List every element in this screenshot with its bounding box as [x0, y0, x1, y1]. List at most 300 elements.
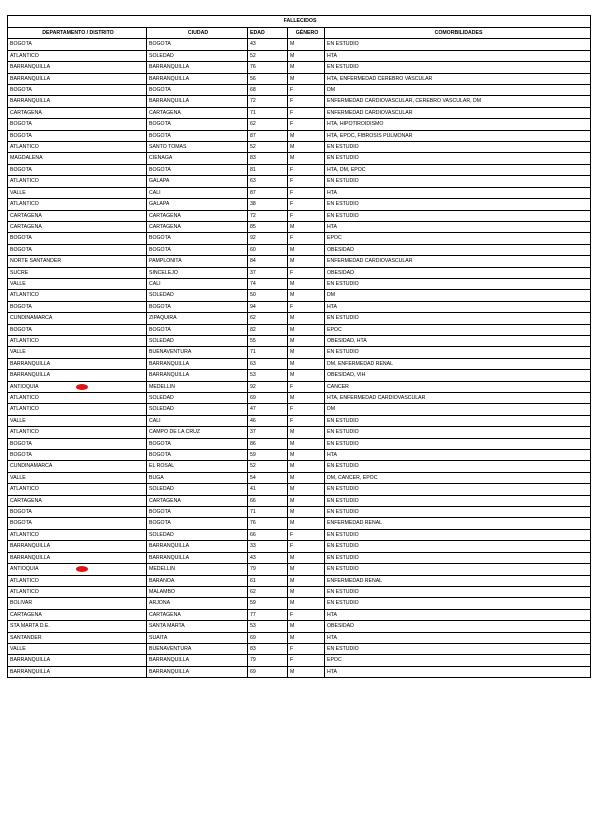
genero-cell: M [288, 153, 325, 164]
comorbilidades-cell: EN ESTUDIO [325, 153, 591, 164]
departamento-cell [8, 176, 147, 187]
departamento-label: MAGDALENA [10, 155, 43, 162]
ciudad-cell: BOGOTA [147, 85, 248, 96]
departamento-label: ATLANTICO [10, 178, 39, 185]
edad-cell: 62 [248, 119, 288, 130]
edad-cell: 76 [248, 62, 288, 73]
departamento-label: ATLANTICO [10, 144, 39, 151]
table-row [8, 187, 591, 198]
ciudad-cell: BOGOTA [147, 438, 248, 449]
ciudad-cell: BUGA [147, 472, 248, 483]
table-row [8, 142, 591, 153]
departamento-cell [8, 643, 147, 654]
departamento-cell [8, 164, 147, 175]
departamento-cell [8, 484, 147, 495]
comorbilidades-cell: ENFERMEDAD CARDIOVASCULAR [325, 107, 591, 118]
edad-cell: 38 [248, 199, 288, 210]
genero-cell: F [288, 541, 325, 552]
genero-cell: M [288, 142, 325, 153]
genero-cell: M [288, 62, 325, 73]
comorbilidades-cell: EPOC [325, 324, 591, 335]
ciudad-cell: SUAITA [147, 632, 248, 643]
comorbilidades-cell: EN ESTUDIO [325, 643, 591, 654]
genero-cell: M [288, 564, 325, 575]
departamento-label: ATLANTICO [10, 429, 39, 436]
genero-cell: F [288, 381, 325, 392]
genero-cell: M [288, 632, 325, 643]
departamento-label: BARRANQUILLA [10, 543, 51, 550]
comorbilidades-cell: OBESIDAD [325, 244, 591, 255]
departamento-label: CARTAGENA [10, 109, 42, 116]
table-row [8, 472, 591, 483]
genero-cell: M [288, 244, 325, 255]
departamento-label: VALLE [10, 189, 26, 196]
genero-cell: F [288, 164, 325, 175]
ciudad-cell: PAMPLONITA [147, 256, 248, 267]
genero-cell: M [288, 495, 325, 506]
comorbilidades-cell: ENFERMEDAD CARDIOVASCULAR [325, 256, 591, 267]
departamento-cell [8, 461, 147, 472]
departamento-label: BOGOTA [10, 440, 32, 447]
departamento-cell [8, 381, 147, 392]
ciudad-cell: BARRANQUILLA [147, 73, 248, 84]
departamento-label: ATLANTICO [10, 395, 39, 401]
departamento-label: ATLANTICO [10, 486, 39, 493]
genero-cell: F [288, 85, 325, 96]
departamento-label: BOGOTA [10, 509, 32, 516]
departamento-label: SUCRE [10, 269, 29, 276]
ciudad-cell: CARTAGENA [147, 609, 248, 620]
edad-cell: 69 [248, 632, 288, 643]
header-ciudad: CIUDAD [147, 28, 248, 39]
edad-cell: 68 [248, 85, 288, 96]
edad-cell: 52 [248, 461, 288, 472]
table-row [8, 301, 591, 312]
genero-cell: M [288, 666, 325, 677]
comorbilidades-cell: EN ESTUDIO [325, 507, 591, 518]
ciudad-cell: SOLEDAD [147, 335, 248, 346]
ciudad-cell: BOGOTA [147, 324, 248, 335]
table-row [8, 164, 591, 175]
departamento-cell [8, 62, 147, 73]
table-row [8, 552, 591, 563]
ciudad-cell: ARJONA [147, 598, 248, 609]
departamento-label: BOGOTA [10, 41, 32, 48]
departamento-cell [8, 586, 147, 597]
table-row [8, 507, 591, 518]
ciudad-cell: MEDELLIN [147, 564, 248, 575]
departamento-label: VALLE [10, 349, 26, 356]
table-row [8, 324, 591, 335]
genero-cell: F [288, 655, 325, 666]
comorbilidades-cell: DM, CANCER, EPOC [325, 472, 591, 483]
edad-cell: 53 [248, 621, 288, 632]
header-departamento: DEPARTAMENTO / DISTRITO [8, 28, 147, 39]
table-row [8, 586, 591, 597]
edad-cell: 76 [248, 518, 288, 529]
departamento-label: BOGOTA [10, 121, 32, 128]
departamento-cell [8, 96, 147, 107]
departamento-cell [8, 495, 147, 506]
departamento-label: ATLANTICO [10, 292, 39, 299]
ciudad-cell: CARTAGENA [147, 107, 248, 118]
table-row [8, 85, 591, 96]
edad-cell: 62 [248, 586, 288, 597]
table-row [8, 393, 591, 404]
comorbilidades-cell: HTA [325, 450, 591, 461]
genero-cell: M [288, 472, 325, 483]
genero-cell: M [288, 39, 325, 50]
comorbilidades-cell: HTA, ENFERMEDAD CEREBRO VASCULAR [325, 73, 591, 84]
departamento-label: BOGOTA [10, 246, 32, 253]
edad-cell: 63 [248, 176, 288, 187]
edad-cell: 85 [248, 221, 288, 232]
departamento-label: VALLE [10, 417, 26, 424]
ciudad-cell: BOGOTA [147, 507, 248, 518]
comorbilidades-cell: ENFERMEDAD RENAL [325, 575, 591, 586]
departamento-cell [8, 438, 147, 449]
departamento-label: ATLANTICO [10, 406, 39, 413]
edad-cell: 92 [248, 233, 288, 244]
departamento-cell [8, 142, 147, 153]
ciudad-cell: BARRANQUILLA [147, 96, 248, 107]
edad-cell: 66 [248, 495, 288, 506]
header-comorbilidades: COMORBILIDADES [325, 28, 591, 39]
departamento-cell [8, 347, 147, 358]
edad-cell: 83 [248, 643, 288, 654]
ciudad-cell: SOLEDAD [147, 50, 248, 61]
comorbilidades-cell: EN ESTUDIO [325, 438, 591, 449]
departamento-label: BARRANQUILLA [10, 75, 51, 82]
genero-cell: M [288, 347, 325, 358]
departamento-label: ANTIOQUIA [10, 383, 39, 390]
comorbilidades-cell: EN ESTUDIO [325, 495, 591, 506]
comorbilidades-cell: HTA, DM, EPOC [325, 164, 591, 175]
genero-cell: F [288, 187, 325, 198]
ciudad-cell: BARRANQUILLA [147, 655, 248, 666]
table-row [8, 575, 591, 586]
departamento-cell [8, 370, 147, 381]
departamento-cell [8, 119, 147, 130]
table-row [8, 153, 591, 164]
table-row [8, 50, 591, 61]
genero-cell: F [288, 119, 325, 130]
departamento-cell [8, 598, 147, 609]
departamento-label: CUNDINAMARCA [10, 463, 53, 470]
genero-cell: M [288, 450, 325, 461]
departamento-label: BOGOTA [10, 166, 32, 173]
edad-cell: 71 [248, 507, 288, 518]
edad-cell: 46 [248, 415, 288, 426]
edad-cell: 43 [248, 552, 288, 563]
genero-cell: M [288, 461, 325, 472]
comorbilidades-cell: HTA, ENFERMEDAD CARDIOVASCULAR [325, 393, 591, 404]
edad-cell: 66 [248, 529, 288, 540]
genero-cell: M [288, 575, 325, 586]
edad-cell: 41 [248, 484, 288, 495]
comorbilidades-cell: DM [325, 404, 591, 415]
ciudad-cell: CALI [147, 415, 248, 426]
departamento-cell [8, 244, 147, 255]
comorbilidades-cell: ENFERMEDAD RENAL [325, 518, 591, 529]
departamento-label: STA MARTA D.E. [10, 623, 50, 630]
red-marker-icon [76, 566, 88, 572]
edad-cell: 59 [248, 598, 288, 609]
genero-cell: F [288, 643, 325, 654]
edad-cell: 86 [248, 438, 288, 449]
table-title-row [8, 16, 591, 28]
departamento-cell [8, 404, 147, 415]
edad-cell: 94 [248, 301, 288, 312]
table-row [8, 598, 591, 609]
comorbilidades-cell: EN ESTUDIO [325, 541, 591, 552]
comorbilidades-cell: EPOC [325, 233, 591, 244]
edad-cell: 52 [248, 142, 288, 153]
ciudad-cell: BOGOTA [147, 164, 248, 175]
comorbilidades-cell: DM [325, 290, 591, 301]
departamento-label: ATLANTICO [10, 588, 39, 595]
ciudad-cell: CALI [147, 187, 248, 198]
comorbilidades-cell: CANCER [325, 381, 591, 392]
ciudad-cell: BARANOA [147, 575, 248, 586]
ciudad-cell: CARTAGENA [147, 495, 248, 506]
ciudad-cell: BARRANQUILLA [147, 666, 248, 677]
edad-cell: 37 [248, 267, 288, 278]
comorbilidades-cell: OBESIDAD, VIH [325, 370, 591, 381]
edad-cell: 33 [248, 541, 288, 552]
ciudad-cell: CIENAGA [147, 153, 248, 164]
edad-cell: 69 [248, 666, 288, 677]
fallecidos-sheet [7, 15, 590, 678]
comorbilidades-cell: EPOC [325, 655, 591, 666]
edad-cell: 62 [248, 313, 288, 324]
departamento-cell [8, 507, 147, 518]
comorbilidades-cell: EN ESTUDIO [325, 142, 591, 153]
edad-cell: 74 [248, 278, 288, 289]
table-row [8, 278, 591, 289]
ciudad-cell: ZIPAQUIRA [147, 313, 248, 324]
ciudad-cell: BOGOTA [147, 233, 248, 244]
departamento-cell [8, 621, 147, 632]
departamento-cell [8, 221, 147, 232]
edad-cell: 54 [248, 472, 288, 483]
comorbilidades-cell: HTA [325, 632, 591, 643]
departamento-cell [8, 358, 147, 369]
comorbilidades-cell: EN ESTUDIO [325, 278, 591, 289]
header-genero: GÉNERO [288, 28, 325, 39]
departamento-label: BARRANQUILLA [10, 360, 51, 367]
departamento-cell [8, 50, 147, 61]
departamento-label: CARTAGENA [10, 497, 42, 504]
departamento-label: VALLE [10, 645, 26, 652]
genero-cell: M [288, 370, 325, 381]
edad-cell: 50 [248, 290, 288, 301]
departamento-cell [8, 415, 147, 426]
departamento-label: BARRANQUILLA [10, 372, 51, 379]
ciudad-cell: BUENAVENTURA [147, 643, 248, 654]
edad-cell: 56 [248, 73, 288, 84]
table-row [8, 290, 591, 301]
departamento-cell [8, 153, 147, 164]
genero-cell: F [288, 529, 325, 540]
edad-cell: 52 [248, 50, 288, 61]
ciudad-cell: BARRANQUILLA [147, 541, 248, 552]
ciudad-cell: SANTA MARTA [147, 621, 248, 632]
departamento-cell [8, 564, 147, 575]
comorbilidades-cell: DM [325, 85, 591, 96]
departamento-cell [8, 199, 147, 210]
ciudad-cell: BUENAVENTURA [147, 347, 248, 358]
departamento-cell [8, 518, 147, 529]
edad-cell: 72 [248, 210, 288, 221]
departamento-label: BARRANQUILLA [10, 657, 51, 664]
departamento-label: ATLANTICO [10, 337, 39, 344]
genero-cell: M [288, 130, 325, 141]
genero-cell: M [288, 290, 325, 301]
departamento-label: BARRANQUILLA [10, 668, 51, 675]
departamento-label: BOGOTA [10, 452, 32, 459]
table-row [8, 199, 591, 210]
table-row [8, 313, 591, 324]
departamento-label: BARRANQUILLA [10, 554, 51, 561]
comorbilidades-cell: HTA [325, 609, 591, 620]
ciudad-cell: BOGOTA [147, 518, 248, 529]
genero-cell: F [288, 415, 325, 426]
comorbilidades-cell: HTA [325, 50, 591, 61]
ciudad-cell: GALAPA [147, 199, 248, 210]
table-row [8, 461, 591, 472]
departamento-cell [8, 73, 147, 84]
table-row [8, 370, 591, 381]
ciudad-cell: MEDELLIN [147, 381, 248, 392]
departamento-cell [8, 39, 147, 50]
table-row [8, 210, 591, 221]
edad-cell: 84 [248, 256, 288, 267]
ciudad-cell: BARRANQUILLA [147, 62, 248, 73]
edad-cell: 47 [248, 404, 288, 415]
departamento-cell [8, 655, 147, 666]
edad-cell: 43 [248, 39, 288, 50]
edad-cell: 79 [248, 655, 288, 666]
table-body [8, 39, 591, 678]
table-row [8, 119, 591, 130]
ciudad-cell: BOGOTA [147, 39, 248, 50]
ciudad-cell: SOLEDAD [147, 484, 248, 495]
departamento-cell [8, 267, 147, 278]
table-row [8, 335, 591, 346]
departamento-label: BOGOTA [10, 303, 32, 310]
departamento-label: BOGOTA [10, 132, 32, 139]
comorbilidades-cell: EN ESTUDIO [325, 598, 591, 609]
comorbilidades-cell: EN ESTUDIO [325, 427, 591, 438]
table-row [8, 73, 591, 84]
departamento-cell [8, 552, 147, 563]
genero-cell: M [288, 73, 325, 84]
ciudad-cell: BOGOTA [147, 301, 248, 312]
comorbilidades-cell: EN ESTUDIO [325, 552, 591, 563]
genero-cell: F [288, 199, 325, 210]
genero-cell: M [288, 598, 325, 609]
table-row [8, 621, 591, 632]
ciudad-cell: GALAPA [147, 176, 248, 187]
genero-cell: F [288, 267, 325, 278]
genero-cell: M [288, 50, 325, 61]
departamento-label: BARRANQUILLA [10, 98, 51, 105]
ciudad-cell: CAMPO DE LA CRUZ [147, 427, 248, 438]
table-row [8, 484, 591, 495]
edad-cell: 87 [248, 130, 288, 141]
ciudad-cell: SOLEDAD [147, 393, 248, 404]
comorbilidades-cell: HTA, HIPOTIROIDISMO [325, 119, 591, 130]
genero-cell: M [288, 552, 325, 563]
genero-cell: M [288, 278, 325, 289]
departamento-cell [8, 472, 147, 483]
ciudad-cell: BARRANQUILLA [147, 552, 248, 563]
table-row [8, 347, 591, 358]
comorbilidades-cell: ENFERMEDAD CARDIOVASCULAR, CEREBRO VASCULAR, DM [325, 96, 591, 107]
genero-cell: M [288, 427, 325, 438]
genero-cell: M [288, 507, 325, 518]
edad-cell: 77 [248, 609, 288, 620]
comorbilidades-cell: OBESIDAD [325, 267, 591, 278]
edad-cell: 61 [248, 575, 288, 586]
table-row [8, 176, 591, 187]
departamento-label: ATLANTICO [10, 577, 39, 584]
departamento-cell [8, 187, 147, 198]
departamento-label: BOGOTA [10, 235, 32, 242]
ciudad-cell: BOGOTA [147, 450, 248, 461]
edad-cell: 79 [248, 564, 288, 575]
departamento-cell [8, 324, 147, 335]
departamento-cell [8, 233, 147, 244]
edad-cell: 81 [248, 164, 288, 175]
edad-cell: 55 [248, 335, 288, 346]
table-row [8, 358, 591, 369]
edad-cell: 37 [248, 427, 288, 438]
table-row [8, 495, 591, 506]
departamento-label: CUNDINAMARCA [10, 315, 53, 322]
departamento-cell [8, 541, 147, 552]
departamento-cell [8, 210, 147, 221]
table-row [8, 632, 591, 643]
comorbilidades-cell: OBESIDAD [325, 621, 591, 632]
edad-cell: 69 [248, 393, 288, 404]
departamento-cell [8, 632, 147, 643]
comorbilidades-cell: EN ESTUDIO [325, 484, 591, 495]
comorbilidades-cell: DM, ENFERMEDAD RENAL [325, 358, 591, 369]
departamento-cell [8, 393, 147, 404]
table-row [8, 221, 591, 232]
genero-cell: F [288, 176, 325, 187]
ciudad-cell: SINCELEJO [147, 267, 248, 278]
comorbilidades-cell: HTA [325, 301, 591, 312]
table-row [8, 256, 591, 267]
comorbilidades-cell: EN ESTUDIO [325, 313, 591, 324]
genero-cell: F [288, 233, 325, 244]
edad-cell: 83 [248, 153, 288, 164]
departamento-cell [8, 609, 147, 620]
edad-cell: 87 [248, 187, 288, 198]
genero-cell: M [288, 586, 325, 597]
edad-cell: 53 [248, 370, 288, 381]
table-row [8, 62, 591, 73]
comorbilidades-cell: EN ESTUDIO [325, 62, 591, 73]
table-title: FALLECIDOS [8, 16, 591, 28]
table-row [8, 529, 591, 540]
departamento-label: BOGOTA [10, 326, 32, 333]
table-row [8, 609, 591, 620]
ciudad-cell: CARTAGENA [147, 221, 248, 232]
